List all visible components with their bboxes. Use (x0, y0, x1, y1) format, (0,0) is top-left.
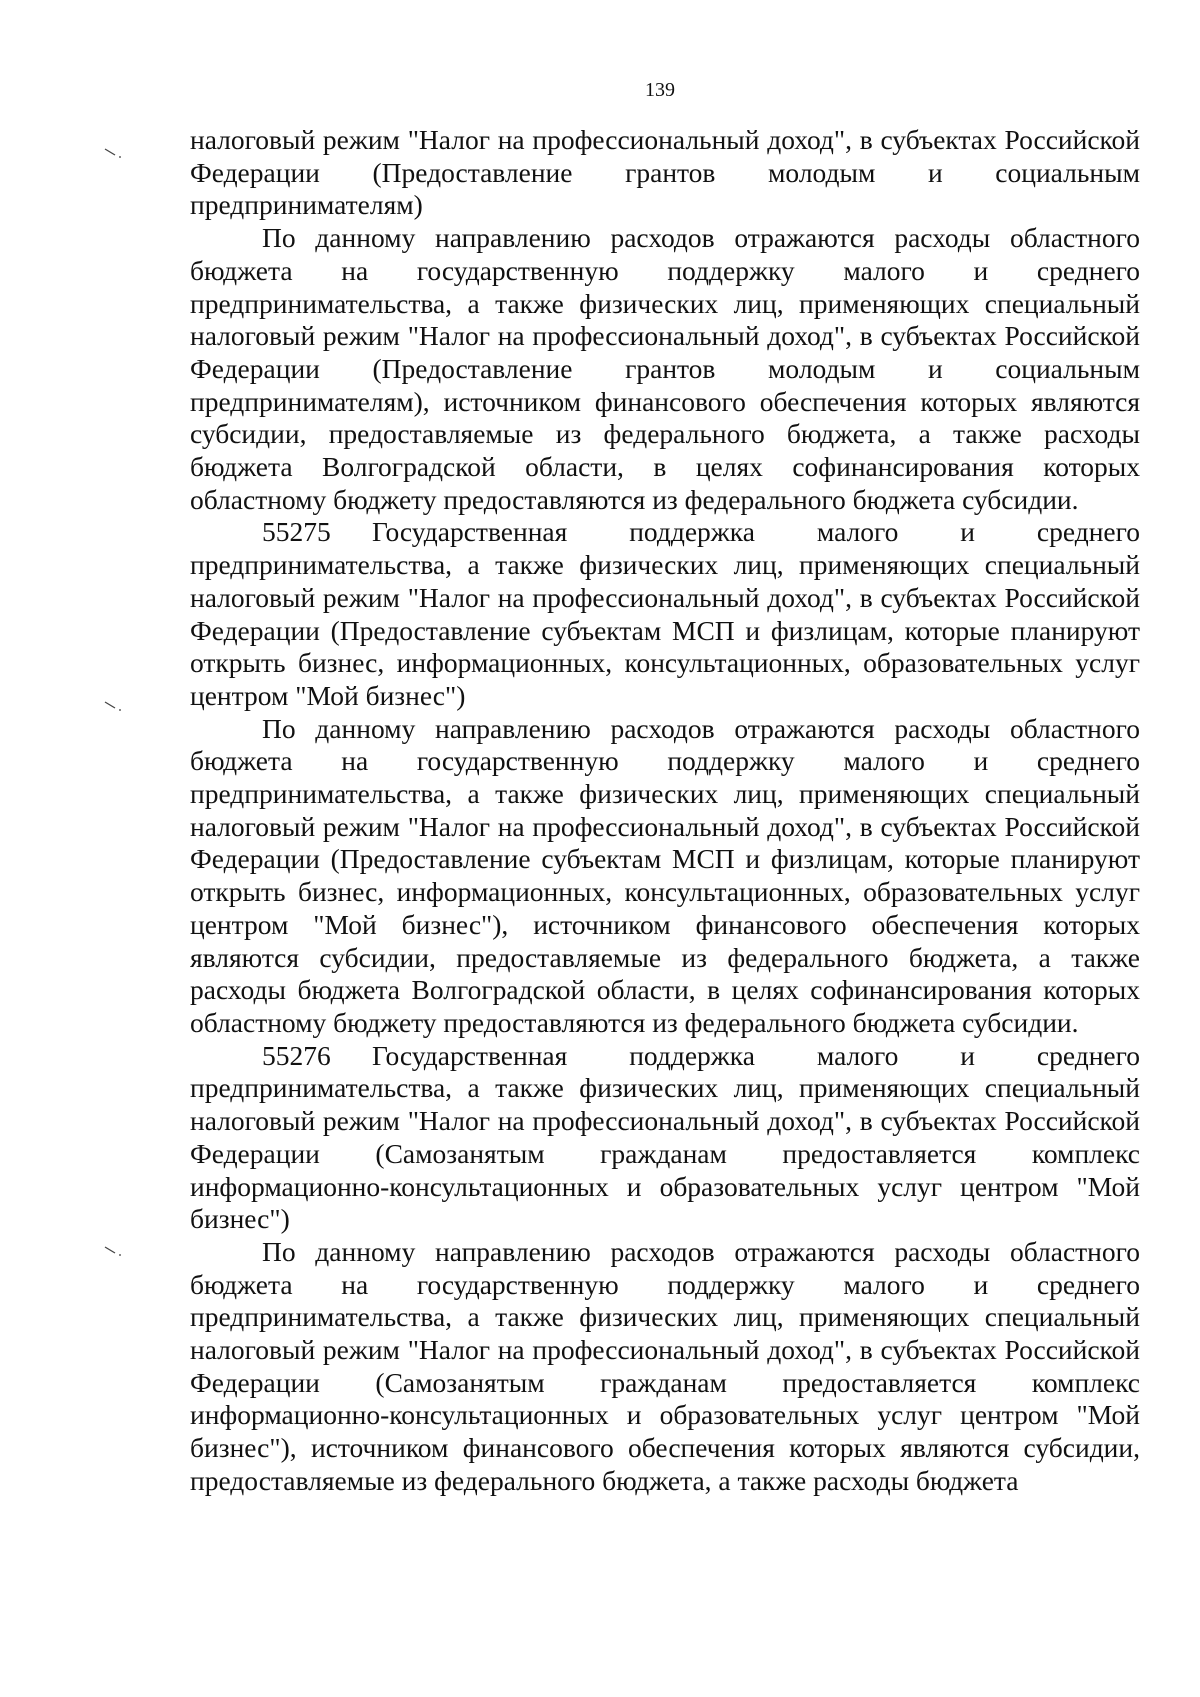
expense-code-55276: 55276 (262, 1039, 331, 1071)
margin-tick-mark-2 (103, 700, 127, 712)
page-number: 139 (645, 79, 675, 101)
description-paragraph-55275: По данному направлению расходов отражаются расходы областного бюджета на государственную поддержку малого и среднего предпринимательства, а также физических лиц, применяющих специальный налоговый режим "Налог на профессиональный доход", в субъектах Российской Федерации (Предоставление субъектам МСП и физлицам, которые планируют открыть бизнес, информационных, консультационных, образовательных услуг центром "Мой бизнес"), источником финансового обеспечения которых являются субсидии, предоставляемые из федерального бюджета, а также расходы бюджета Волгоградской области, в целях софинансирования которых областному бюджету предоставляются из федерального бюджета субсидии. (190, 712, 1140, 1038)
section-heading-55276 (190, 1040, 1140, 1236)
document-body (190, 124, 1140, 1498)
continued-heading-paragraph: налоговый режим "Налог на профессиональный доход", в субъектах Российской Федерации (Предоставление грантов молодым и социальным предпринимателям) (190, 124, 1140, 221)
section-title-55276: Государственная поддержка малого и среднего предпринимательства, а также физических лиц, применяющих специальный налоговый режим "Налог на профессиональный доход", в субъектах Российской Федерации (Самозанятым гражданам предоставляется комплекс информационно-консультационных и образовательных услуг центром "Мой бизнес") (190, 1039, 1140, 1235)
margin-tick-mark-3 (103, 1245, 127, 1257)
section-heading-55275 (190, 516, 1140, 712)
expense-code-55275: 55275 (262, 516, 331, 548)
section-title-55275: Государственная поддержка малого и среднего предпринимательства, а также физических лиц, применяющих специальный налоговый режим "Налог на профессиональный доход", в субъектах Российской Федерации (Предоставление субъектам МСП и физлицам, которые планируют открыть бизнес, информационных, консультационных, образовательных услуг центром "Мой бизнес") (190, 516, 1140, 711)
description-paragraph-grants: По данному направлению расходов отражаются расходы областного бюджета на государственную поддержку малого и среднего предпринимательства, а также физических лиц, применяющих специальный налоговый режим "Налог на профессиональный доход", в субъектах Российской Федерации (Предоставление грантов молодым и социальным предпринимателям), источником финансового обеспечения которых являются субсидии, предоставляемые из федерального бюджета, а также расходы бюджета Волгоградской области, в целях софинансирования которых областному бюджету предоставляются из федерального бюджета субсидии. (190, 222, 1140, 515)
description-paragraph-55276: По данному направлению расходов отражаются расходы областного бюджета на государственную поддержку малого и среднего предпринимательства, а также физических лиц, применяющих специальный налоговый режим "Налог на профессиональный доход", в субъектах Российской Федерации (Самозанятым гражданам предоставляется комплекс информационно-консультационных и образовательных услуг центром "Мой бизнес"), источником финансового обеспечения которых являются субсидии, предоставляемые из федерального бюджета, а также расходы бюджета (190, 1235, 1140, 1496)
margin-tick-mark-1 (103, 147, 127, 159)
